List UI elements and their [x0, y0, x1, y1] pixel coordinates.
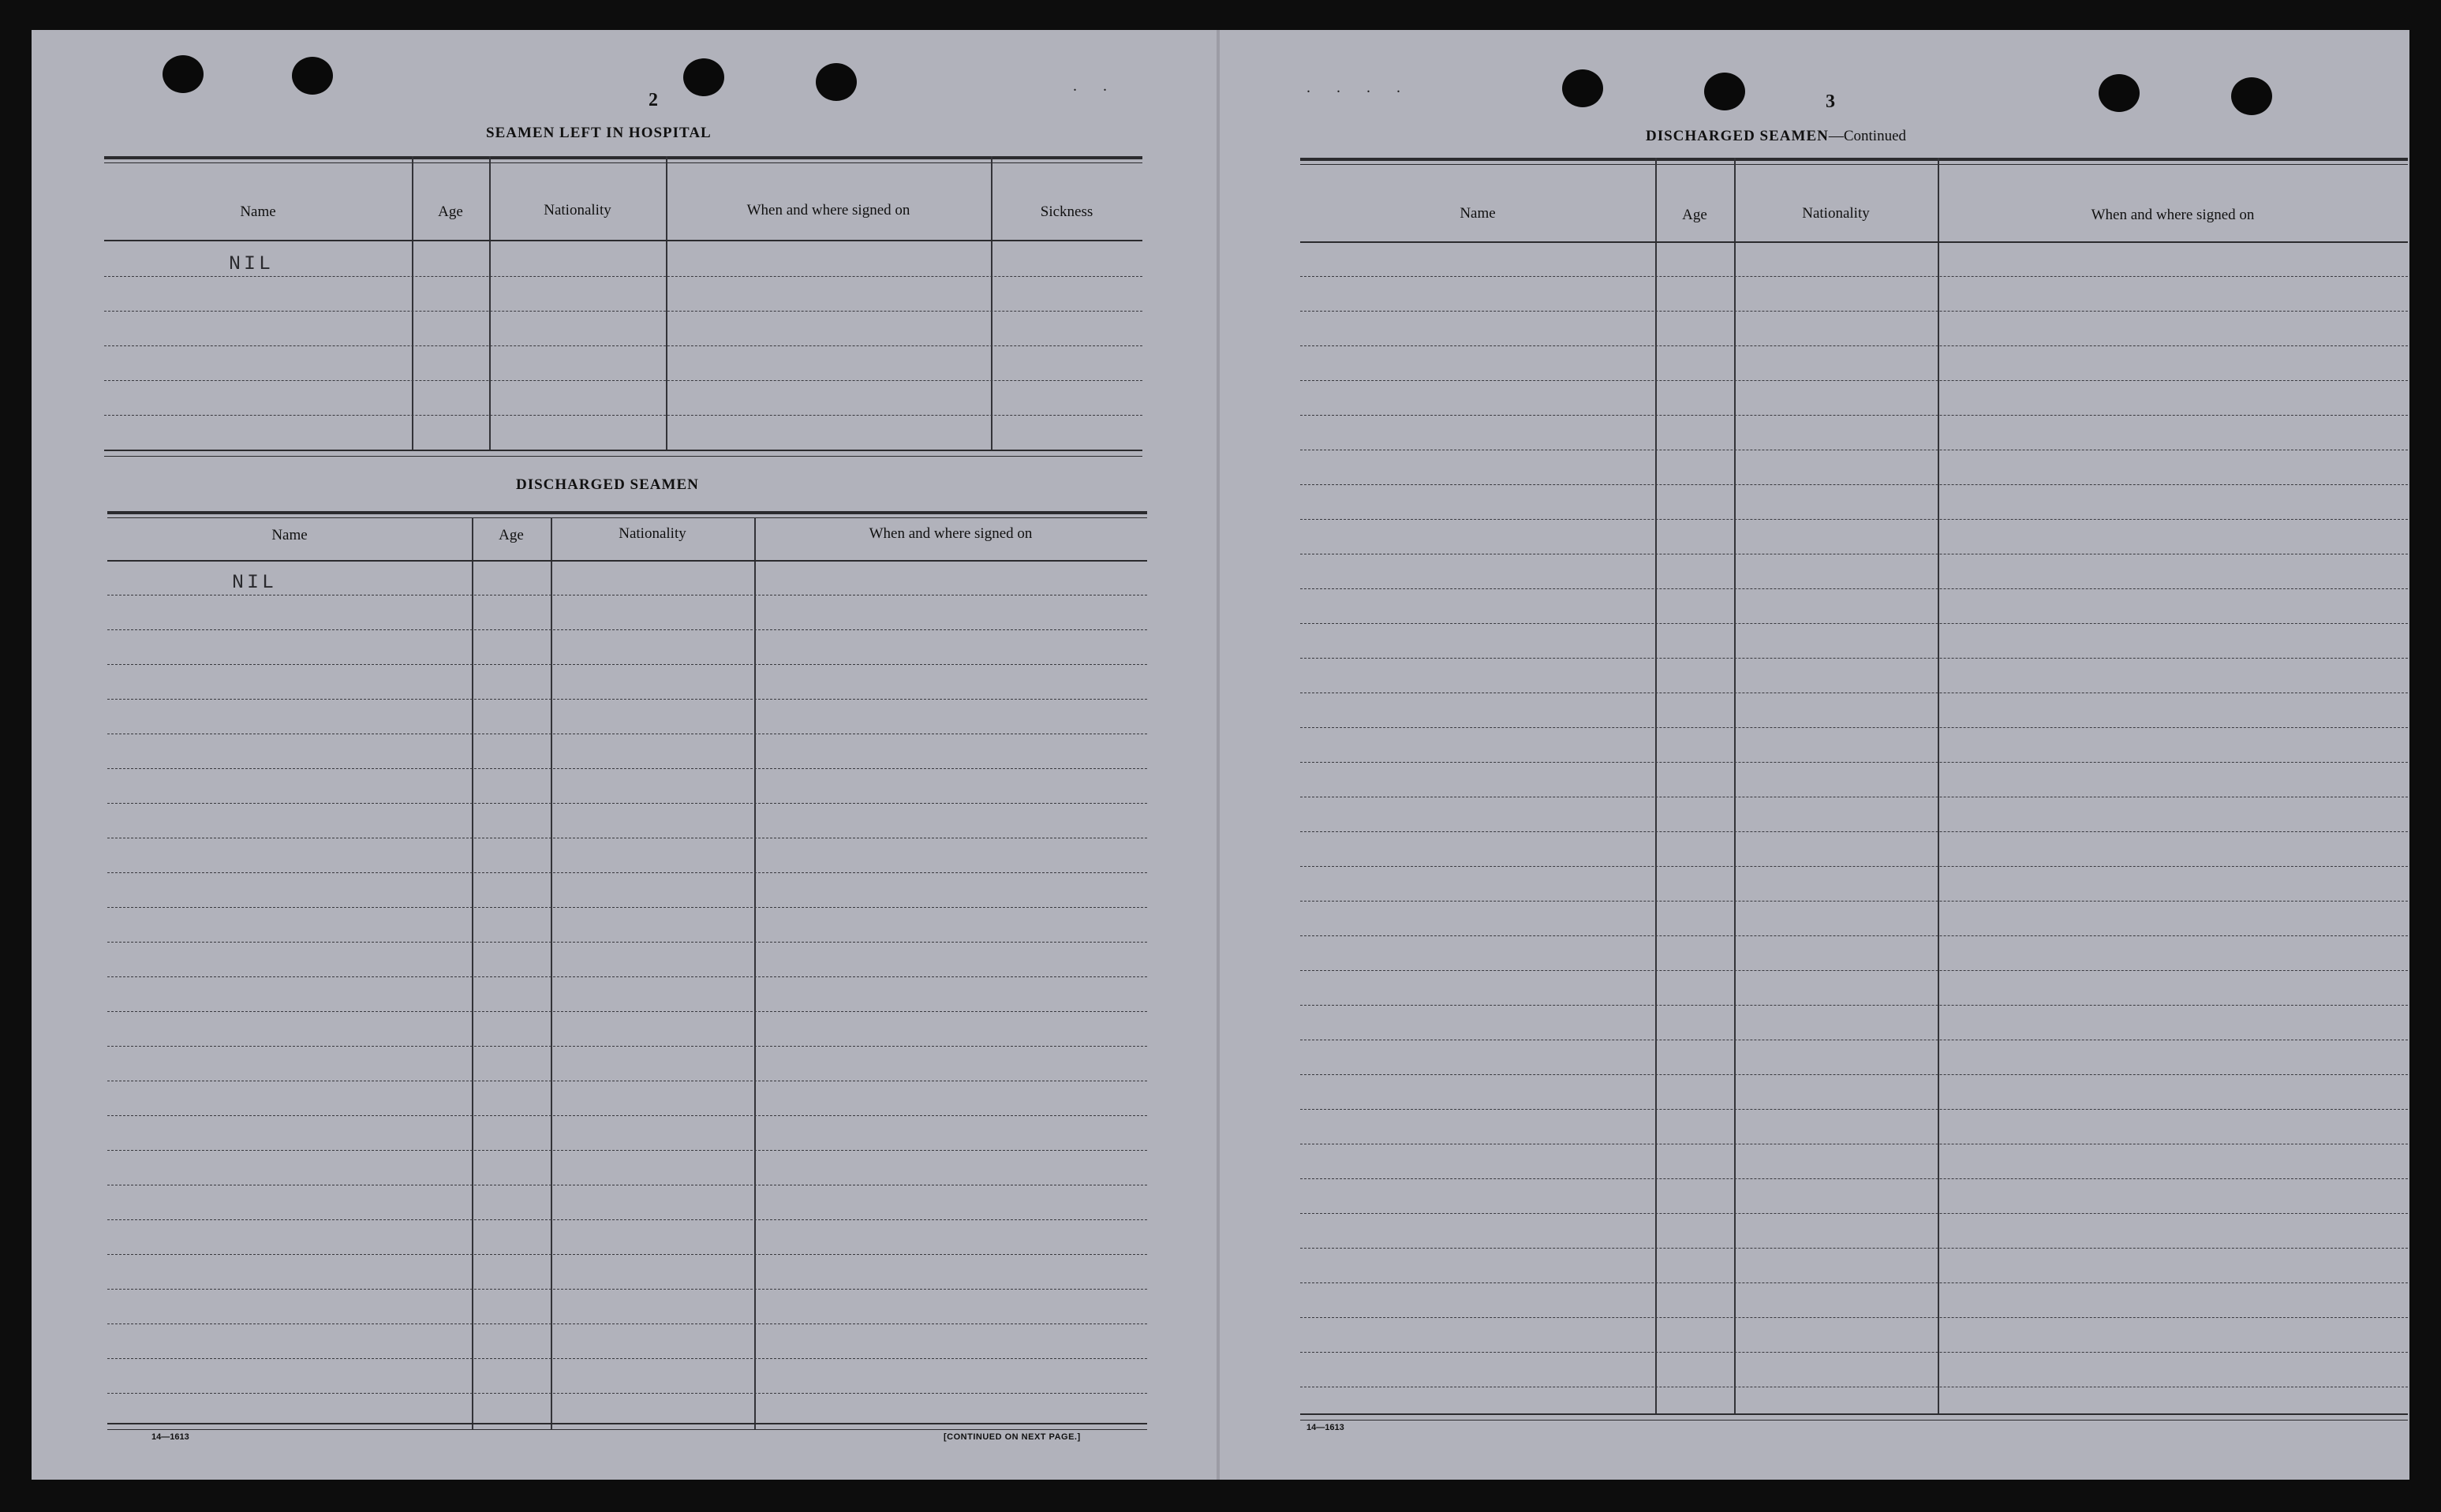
- right-page: [1223, 30, 2409, 1480]
- column-header-sickness: Sickness: [1040, 203, 1093, 220]
- column-header-nationality: Nationality: [1802, 205, 1870, 222]
- column-header-when-where: When and where signed on: [869, 525, 1033, 542]
- column-header-age: Age: [438, 203, 463, 220]
- punch-hole: [1562, 69, 1603, 107]
- continued-note: [CONTINUED ON NEXT PAGE.]: [944, 1432, 1081, 1442]
- form-number: 14—1613: [1306, 1423, 1344, 1432]
- column-header-nationality: Nationality: [619, 525, 686, 542]
- punch-hole: [2231, 77, 2272, 115]
- scan-specks: . . . .: [1306, 79, 1411, 96]
- hospital-table: [104, 156, 1142, 456]
- column-header-name: Name: [1460, 205, 1496, 222]
- page-number: 2: [649, 90, 658, 110]
- discharged-entry: NIL: [232, 571, 278, 594]
- hospital-entry: NIL: [229, 252, 275, 275]
- column-header-age: Age: [499, 527, 524, 543]
- discharged-table: [107, 478, 1147, 1429]
- page-number: 3: [1826, 91, 1835, 112]
- left-page: [32, 30, 1215, 1480]
- punch-hole: [816, 63, 857, 101]
- punch-hole: [2099, 74, 2140, 112]
- column-header-name: Name: [240, 203, 276, 220]
- column-header-when-where: When and where signed on: [2091, 207, 2255, 223]
- punch-hole: [1704, 73, 1745, 110]
- punch-hole: [163, 55, 204, 93]
- scan-specks: . .: [1073, 77, 1118, 95]
- punch-hole: [292, 57, 333, 95]
- column-header-age: Age: [1682, 207, 1707, 223]
- column-header-name: Name: [271, 527, 308, 543]
- form-number: 14—1613: [151, 1432, 189, 1442]
- punch-hole: [683, 58, 724, 96]
- column-header-when-where: When and where signed on: [746, 202, 910, 218]
- page-fold: [1217, 30, 1220, 1480]
- column-header-nationality: Nationality: [544, 202, 611, 218]
- discharged-section-title: DISCHARGED SEAMEN: [516, 476, 699, 493]
- scanned-document: [32, 30, 2409, 1480]
- hospital-section-title: SEAMEN LEFT IN HOSPITAL: [486, 125, 712, 141]
- discharged-continued-table: [1300, 158, 2408, 1420]
- discharged-continued-title: DISCHARGED SEAMEN—Continued: [1646, 128, 1907, 144]
